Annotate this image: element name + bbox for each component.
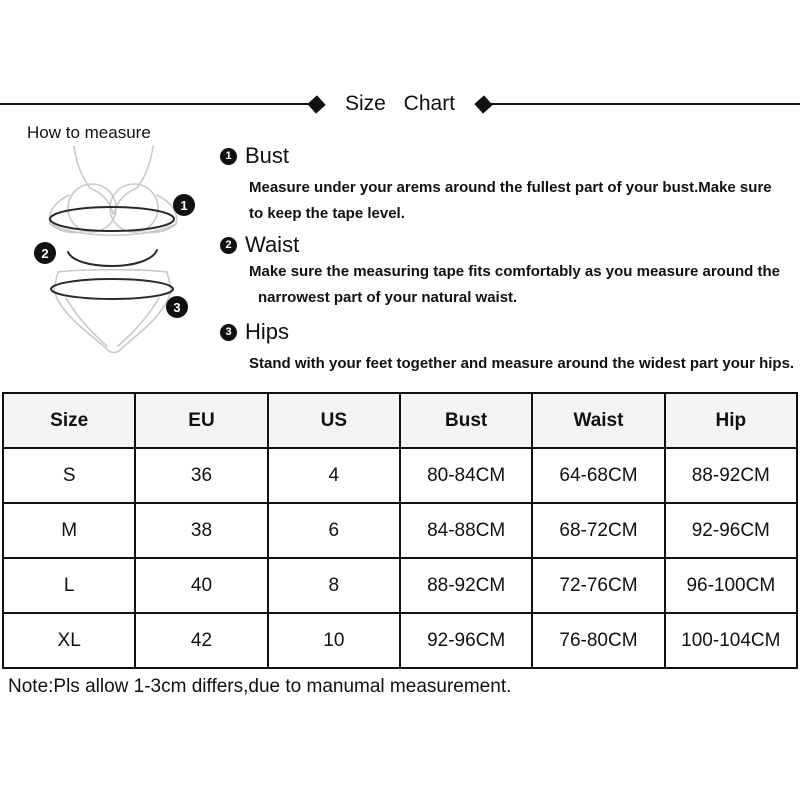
bra-cup-top-right xyxy=(114,188,137,214)
number-badge-3: 3 xyxy=(220,324,237,341)
column-header-hip: Hip xyxy=(665,393,797,448)
column-header-waist: Waist xyxy=(532,393,664,448)
column-header-eu: EU xyxy=(135,393,267,448)
measure-point-2-number: 2 xyxy=(41,246,49,261)
cell-us: 8 xyxy=(268,558,400,613)
description-line: Measure under your arems around the fullest part of your bust.Make sure xyxy=(249,179,772,196)
title-rule-left xyxy=(0,103,310,105)
table-row-l xyxy=(3,558,797,613)
cell-hip: 100-104CM xyxy=(665,613,797,668)
column-header-size: Size xyxy=(3,393,135,448)
measure-instructions xyxy=(220,143,798,377)
description-line: Stand with your feet together and measure around the widest part your hips. xyxy=(249,355,795,372)
cell-us: 4 xyxy=(268,448,400,503)
size-table-header-row xyxy=(3,393,797,448)
cell-bust: 88-92CM xyxy=(400,558,532,613)
cell-size: XL xyxy=(3,613,135,668)
cell-eu: 36 xyxy=(135,448,267,503)
section-waist xyxy=(220,232,798,311)
section-bust-heading: Bust xyxy=(245,143,290,168)
how-to-measure-label: How to measure xyxy=(27,123,151,142)
measure-point-1-number: 1 xyxy=(180,198,188,213)
number-badge-2: 2 xyxy=(220,237,237,254)
section-hips-description xyxy=(249,351,798,377)
cell-waist: 68-72CM xyxy=(532,503,664,558)
bra-underband xyxy=(50,224,176,235)
description-line: to keep the tape level. xyxy=(249,205,405,222)
description-line: narrowest part of your natural waist. xyxy=(258,289,518,306)
cell-hip: 92-96CM xyxy=(665,503,797,558)
measure-point-3-number: 3 xyxy=(173,300,181,315)
table-row-m xyxy=(3,503,797,558)
measurement-figure xyxy=(10,138,210,373)
column-header-us: US xyxy=(268,393,400,448)
bra-strap-right xyxy=(137,146,153,188)
column-header-bust: Bust xyxy=(400,393,532,448)
measurement-note: Note:Pls allow 1-3cm differs,due to manumal measurement. xyxy=(8,676,512,697)
section-waist-description xyxy=(249,259,798,311)
cell-size: S xyxy=(3,448,135,503)
cell-bust: 80-84CM xyxy=(400,448,532,503)
bra-strap-left xyxy=(74,146,90,188)
title-row xyxy=(0,91,800,117)
cell-hip: 88-92CM xyxy=(665,448,797,503)
cell-bust: 92-96CM xyxy=(400,613,532,668)
cell-bust: 84-88CM xyxy=(400,503,532,558)
cell-us: 6 xyxy=(268,503,400,558)
number-badge-1: 1 xyxy=(220,148,237,165)
cell-waist: 72-76CM xyxy=(532,558,664,613)
hip-measure-line xyxy=(51,279,173,299)
cell-eu: 40 xyxy=(135,558,267,613)
briefs-leg-left xyxy=(66,298,107,346)
cell-waist: 76-80CM xyxy=(532,613,664,668)
section-waist-heading-row xyxy=(220,232,798,258)
briefs-leg-right xyxy=(118,298,159,346)
cell-eu: 38 xyxy=(135,503,267,558)
table-row-xl xyxy=(3,613,797,668)
cell-size: M xyxy=(3,503,135,558)
description-line: Make sure the measuring tape fits comfortably as you measure around the xyxy=(249,263,780,280)
waist-measure-line xyxy=(68,250,157,266)
size-table xyxy=(2,392,798,669)
section-bust-description xyxy=(249,175,798,227)
section-hips-heading: Hips xyxy=(245,319,290,344)
cell-waist: 64-68CM xyxy=(532,448,664,503)
section-bust xyxy=(220,143,798,227)
section-hips-heading-row xyxy=(220,319,798,345)
cell-eu: 42 xyxy=(135,613,267,668)
diamond-icon xyxy=(474,95,492,113)
section-waist-heading: Waist xyxy=(245,232,300,257)
section-hips xyxy=(220,319,798,377)
cell-hip: 96-100CM xyxy=(665,558,797,613)
cell-us: 10 xyxy=(268,613,400,668)
table-row-s xyxy=(3,448,797,503)
page-title: Size Chart xyxy=(344,92,456,115)
section-bust-heading-row xyxy=(220,143,798,169)
title-rule-right xyxy=(490,103,800,105)
cell-size: L xyxy=(3,558,135,613)
